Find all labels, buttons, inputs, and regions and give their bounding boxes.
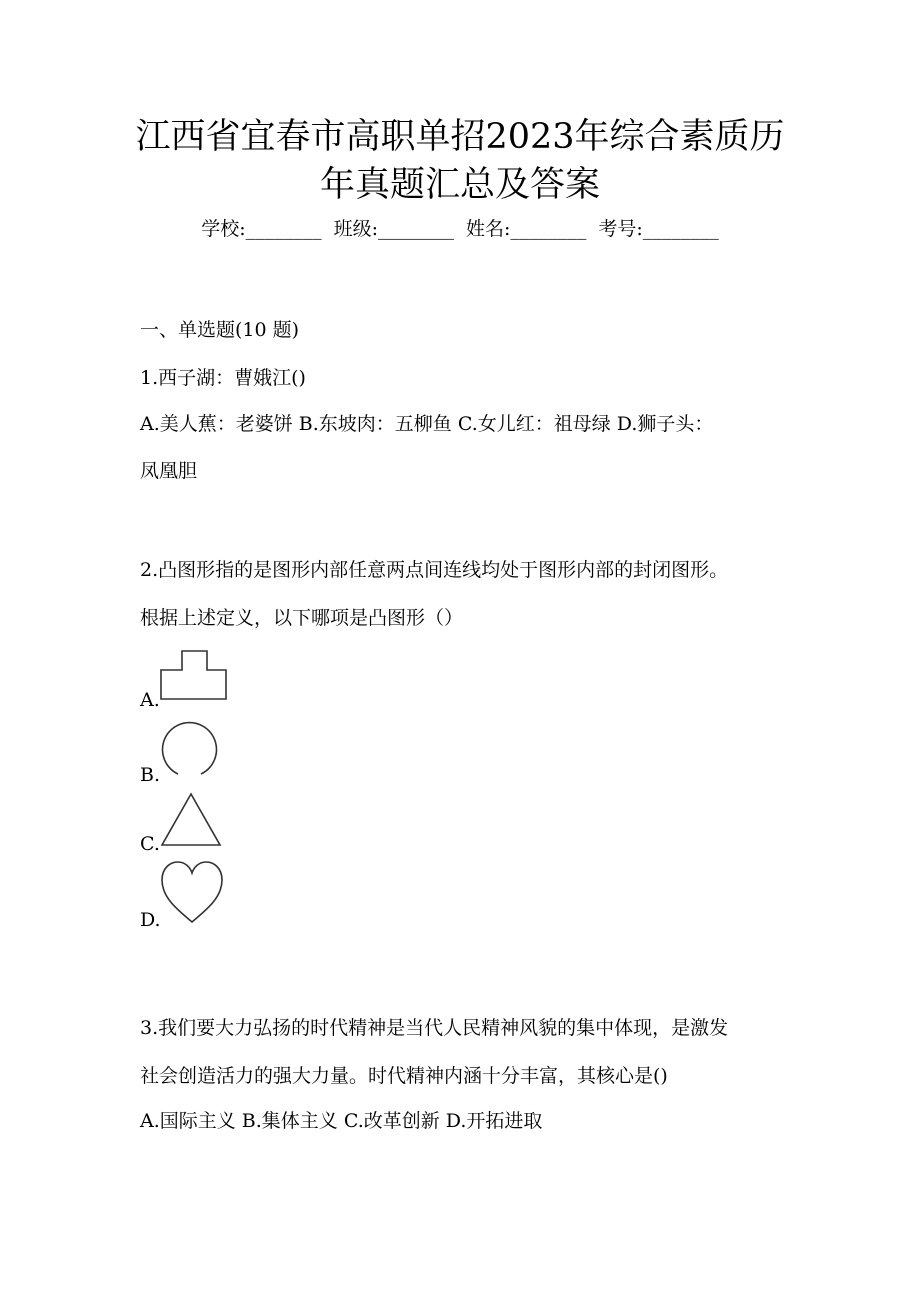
- question-2-option-b-label: B.: [140, 764, 161, 786]
- school-field: 学校:________: [201, 218, 322, 240]
- t-shape-icon: [160, 650, 230, 702]
- question-2-option-d-label: D.: [140, 909, 161, 931]
- student-info-line: [0, 214, 920, 244]
- document-title-line-1: 江西省宜春市高职单招2023年综合素质历: [135, 117, 785, 157]
- question-2-stem-line-2: 根据上述定义，以下哪项是凸图形（）: [140, 607, 464, 629]
- document-title-line-2: 年真题汇总及答案: [319, 165, 600, 205]
- section-heading: 一、单选题(10 题): [140, 319, 300, 341]
- question-3-stem-line-2: 社会创造活力的强大力量。时代精神内涵十分丰富，其核心是(): [140, 1065, 668, 1087]
- heart-icon: [160, 860, 224, 926]
- question-3-options: A.国际主义 B.集体主义 C.改革创新 D.开拓进取: [140, 1110, 543, 1132]
- triangle-icon: [160, 792, 222, 848]
- question-2-option-a-label: A.: [140, 689, 160, 711]
- question-1-stem: 1.西子湖：曹娥江(): [140, 367, 306, 389]
- exam-number-field: 考号:________: [598, 218, 719, 240]
- open-circle-icon: [160, 718, 220, 778]
- question-2-option-c-label: C.: [140, 833, 160, 855]
- question-3-stem-line-1: 3.我们要大力弘扬的时代精神是当代人民精神风貌的集中体现，是激发: [140, 1017, 729, 1039]
- class-field: 班级:________: [333, 218, 454, 240]
- question-2-stem-line-1: 2.凸图形指的是图形内部任意两点间连线均处于图形内部的封闭图形。: [140, 559, 729, 581]
- name-field: 姓名:________: [466, 218, 587, 240]
- question-1-options-cont: 凤凰胆: [140, 460, 198, 482]
- question-1-options: A.美人蕉：老婆饼 B.东坡肉：五柳鱼 C.女儿红：祖母绿 D.狮子头：: [140, 413, 714, 435]
